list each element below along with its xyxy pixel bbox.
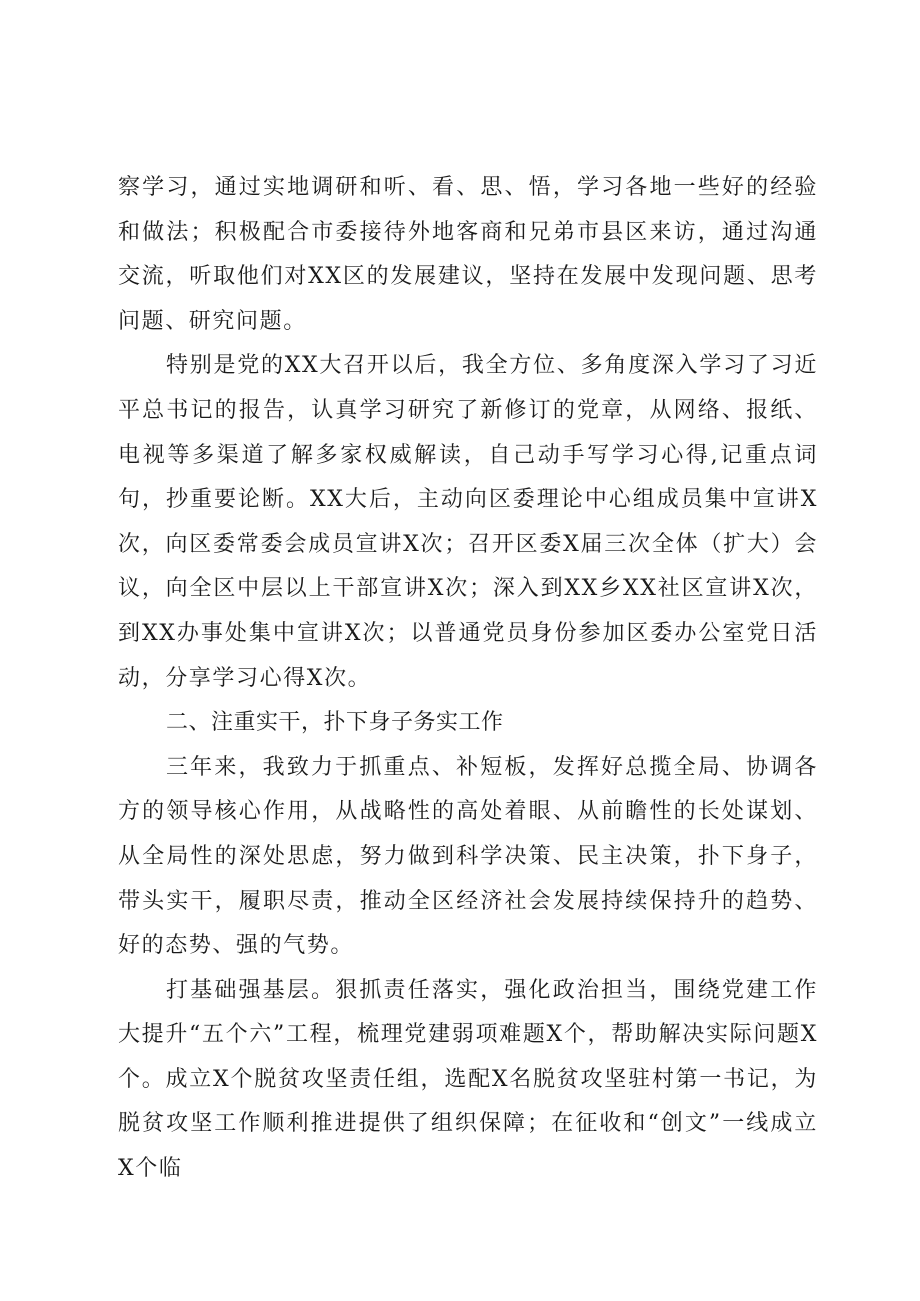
paragraph-grassroots: 打基础强基层。狠抓责任落实，强化政治担当，围绕党建工作大提升“五个六”工程，梳理党建弱项难题X个，帮助解决实际问题X个。成立X个脱贫攻坚责任组，选配X名脱贫攻坚驻村第一书记，为脱贫攻坚工作顺利推进提供了组织保障；在征收和“创文”一线成立X个临: [118, 977, 818, 1182]
paragraph-three-years: 三年来，我致力于抓重点、补短板，发挥好总揽全局、协调各方的领导核心作用，从战略性的高处着眼、从前瞻性的长处谋划、从全局性的深处思虑，努力做到科学决策、民主决策，扑下身子，带头实干，履职尽责，推动全区经济社会发展持续保持升的趋势、好的态势、强的气势。: [118, 754, 818, 959]
document-body: [118, 166, 818, 1192]
paragraph-study-report: 特别是党的XX大召开以后，我全方位、多角度深入学习了习近平总书记的报告，认真学习研究了新修订的党章，从网络、报纸、电视等多渠道了解多家权威解读，自己动手写学习心得,记重点词句，抄重要论断。XX大后，主动向区委理论中心组成员集中宣讲X次，向区委常委会成员宣讲X次；召开区委X届三次全体（扩大）会议，向全区中层以上干部宣讲X次；深入到XX乡XX社区宣讲X次，到XX办事处集中宣讲X次；以普通党员身份参加区委办公室党日活动，分享学习心得X次。: [118, 353, 818, 691]
paragraph-continuation: 察学习，通过实地调研和听、看、思、悟，学习各地一些好的经验和做法；积极配合市委接待外地客商和兄弟市县区来访，通过沟通交流，听取他们对XX区的发展建议，坚持在发展中发现问题、思考问题、研究问题。: [118, 175, 818, 334]
section-heading: 二、注重实干，扑下身子务实工作: [166, 710, 504, 736]
